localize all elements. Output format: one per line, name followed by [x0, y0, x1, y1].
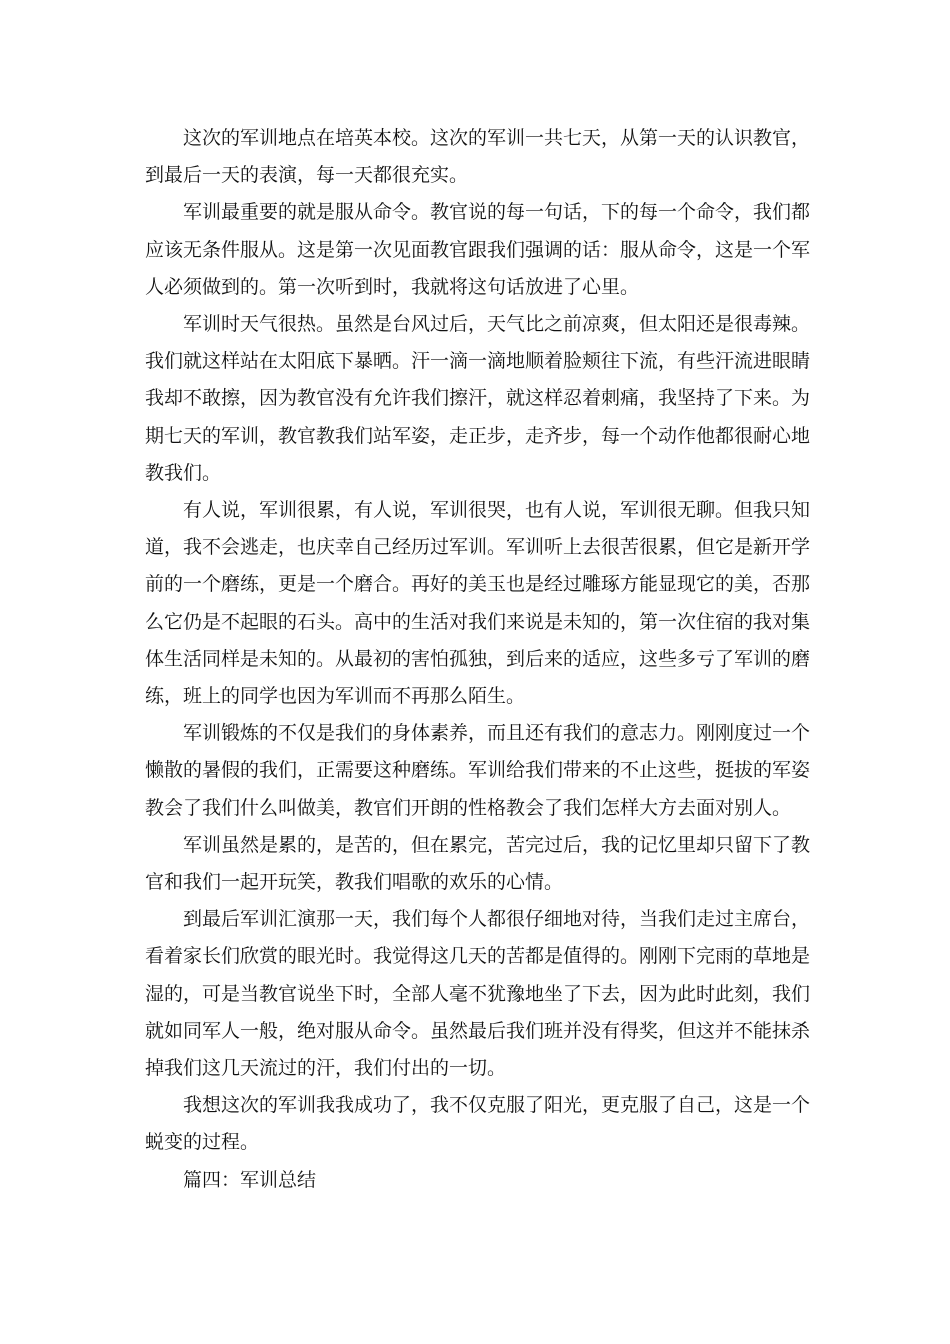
- paragraph-1: 这次的军训地点在培英本校。这次的军训一共七天，从第一天的认识教官，到最后一天的表演，每一天都很充实。: [145, 127, 811, 187]
- paragraph-6: 军训虽然是累的，是苦的，但在累完，苦完过后，我的记忆里却只留下了教官和我们一起开玩笑，教我们唱歌的欢乐的心情。: [145, 833, 811, 894]
- paragraph-8: 我想这次的军训我我成功了，我不仅克服了阳光，更克服了自己，这是一个蜕变的过程。: [145, 1094, 811, 1154]
- paragraph-5: 军训锻炼的不仅是我们的身体素养，而且还有我们的意志力。刚刚度过一个懒散的暑假的我们，正需要这种磨练。军训给我们带来的不止这些，挺拔的军姿教会了我们什么叫做美，教官们开朗的性格教会了我们怎样大方去面对别人。: [145, 722, 811, 819]
- section-heading: 篇四：军训总结: [183, 1168, 317, 1191]
- paragraph-7: 到最后军训汇演那一天，我们每个人都很仔细地对待，当我们走过主席台，看着家长们欣赏的眼光时。我觉得这几天的苦都是值得的。刚刚下完雨的草地是湿的，可是当教官说坐下时，全部人毫不犹豫地坐了下去，因为此时此刻，我们就如同军人一般，绝对服从命令。虽然最后我们班并没有得奖，但这并不能抹杀掉我们这几天流过的汗，我们付出的一切。: [145, 908, 811, 1080]
- paragraph-4: 有人说，军训很累，有人说，军训很哭，也有人说，军训很无聊。但我只知道，我不会逃走，也庆幸自己经历过军训。军训听上去很苦很累，但它是新开学前的一个磨练，更是一个磨合。再好的美玉也是经过雕琢方能显现它的美，否那么它仍是不起眼的石头。高中的生活对我们来说是未知的，第一次住宿的我对集体生活同样是未知的。从最初的害怕孤独，到后来的适应，这些多亏了军训的磨练，班上的同学也因为军训而不再那么陌生。: [145, 499, 811, 708]
- paragraph-3: 军训时天气很热。虽然是台风过后，天气比之前凉爽，但太阳还是很毒辣。我们就这样站在太阳底下暴晒。汗一滴一滴地顺着脸颊往下流，有些汗流进眼睛我却不敢擦，因为教官没有允许我们擦汗，就这样忍着刺痛，我坚持了下来。为期七天的军训，教官教我们站军姿，走正步，走齐步，每一个动作他都很耐心地教我们。: [145, 313, 811, 484]
- document-page: [145, 120, 810, 1199]
- paragraph-2: 军训最重要的就是服从命令。教官说的每一句话，下的每一个命令，我们都应该无条件服从。这是第一次见面教官跟我们强调的话：服从命令，这是一个军人必须做到的。第一次听到时，我就将这句话放进了心里。: [145, 201, 811, 298]
